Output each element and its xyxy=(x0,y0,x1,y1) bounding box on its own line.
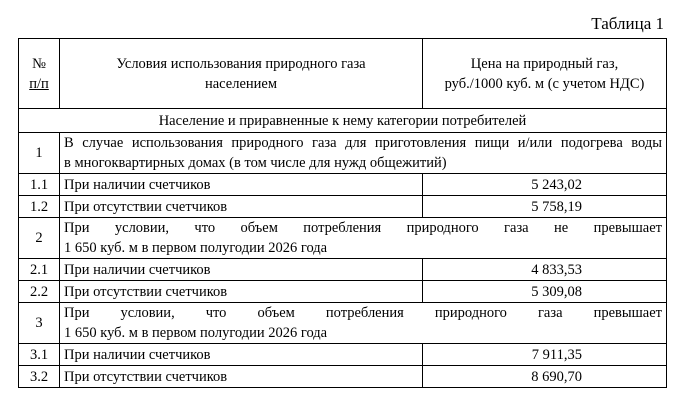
table-row xyxy=(19,259,667,281)
header-conditions xyxy=(60,39,423,109)
row-price: 5 758,19 xyxy=(423,196,667,218)
table-row xyxy=(19,303,667,344)
row-num: 2 xyxy=(19,218,60,259)
row-condition xyxy=(60,303,667,344)
section-row xyxy=(19,109,667,133)
table-row xyxy=(19,133,667,174)
row-condition-line2: 1 650 куб. м в первом полугодии 2026 года xyxy=(64,325,328,341)
row-price: 4 833,53 xyxy=(423,259,667,281)
row-num: 1.2 xyxy=(19,196,60,218)
row-condition-line2: 1 650 куб. м в первом полугодии 2026 года xyxy=(64,240,328,256)
row-condition: При отсутствии счетчиков xyxy=(60,281,423,303)
row-condition-line1: При условии, что объем потребления природного газа не превышает xyxy=(64,220,662,236)
row-condition xyxy=(60,133,667,174)
row-condition: При отсутствии счетчиков xyxy=(60,366,423,388)
table-row xyxy=(19,174,667,196)
header-num-line2: п/п xyxy=(29,75,49,92)
row-condition: При наличии счетчиков xyxy=(60,259,423,281)
table-row xyxy=(19,344,667,366)
row-price: 5 243,02 xyxy=(423,174,667,196)
row-num: 2.2 xyxy=(19,281,60,303)
header-conditions-line2: населением xyxy=(204,75,278,92)
table-row xyxy=(19,218,667,259)
row-condition: При наличии счетчиков xyxy=(60,174,423,196)
row-num: 1 xyxy=(19,133,60,174)
table-header-row xyxy=(19,39,667,109)
header-num xyxy=(19,39,60,109)
gas-price-table xyxy=(18,38,667,388)
row-num: 3 xyxy=(19,303,60,344)
row-num: 1.1 xyxy=(19,174,60,196)
row-condition: При наличии счетчиков xyxy=(60,344,423,366)
header-num-line1: № xyxy=(32,55,46,72)
table-row xyxy=(19,366,667,388)
table-row xyxy=(19,196,667,218)
row-price: 5 309,08 xyxy=(423,281,667,303)
header-conditions-line1: Условия использования природного газа xyxy=(116,55,366,72)
row-price: 8 690,70 xyxy=(423,366,667,388)
table-row xyxy=(19,281,667,303)
section-title: Население и приравненные к нему категории потребителей xyxy=(19,109,667,133)
row-price: 7 911,35 xyxy=(423,344,667,366)
row-condition-line2: в многоквартирных домах (в том числе для нужд общежитий) xyxy=(64,155,447,171)
row-condition-line1: При условии, что объем потребления природного газа превышает xyxy=(64,305,662,321)
row-condition-line1: В случае использования природного газа для приготовления пищи и/или подогрева воды xyxy=(64,135,662,151)
header-price xyxy=(423,39,667,109)
table-caption: Таблица 1 xyxy=(591,14,664,33)
row-num: 3.1 xyxy=(19,344,60,366)
header-price-line2: руб./1000 куб. м (с учетом НДС) xyxy=(444,75,645,92)
row-condition: При отсутствии счетчиков xyxy=(60,196,423,218)
row-num: 2.1 xyxy=(19,259,60,281)
row-num: 3.2 xyxy=(19,366,60,388)
header-price-line1: Цена на природный газ, xyxy=(470,55,619,72)
row-condition xyxy=(60,218,667,259)
